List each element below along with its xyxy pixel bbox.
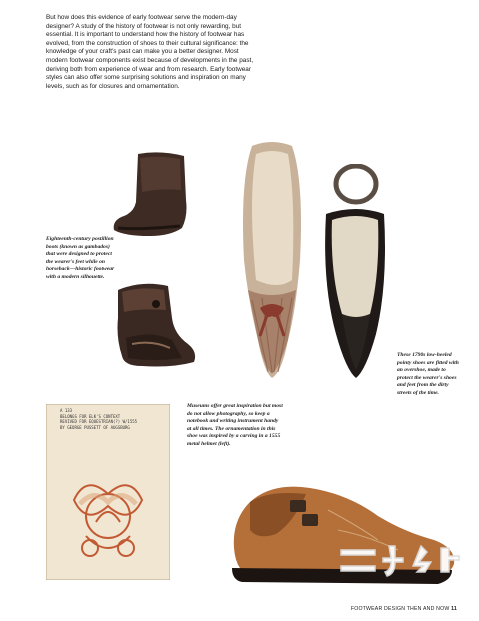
intro-paragraph: But how does this evidence of early footwear serve the modern-day designer? A study of the history of footwear is not only rewarding, but essential. It is important to understand how the history of footwear has evolved, from the construction of shoes to their cultural significance: the knowledge of your craft's past can make you a better designer. Most modern footwear components exist because of developments in the past, deriving both from experience of wear and from research. Early footwear styles can also offer some surprising solutions and inspiration on many levels, such as for closures and ornamentation. xyxy=(46,14,254,90)
page-footer xyxy=(351,606,457,612)
postillion-boot-upper-image xyxy=(110,150,195,240)
watermark-logo xyxy=(337,538,467,580)
museum-caption: Museums offer great inspiration but most do not allow photography, so keep a notebook and writing instrument handy at all times. The ornamentation in this shoe was inspired by a carving in a 1555 metal helmet (left). xyxy=(187,403,283,447)
sketch-note: BY GEORGE PUSSETT OF AUGSBURG xyxy=(60,424,130,430)
sketch-notes xyxy=(60,408,170,430)
striped-silk-shoe-image xyxy=(238,140,306,380)
sketch-note: BELONGS FOR ELK'S CONTEXT xyxy=(60,413,121,419)
footer-title: FOOTWEAR DESIGN THEN AND NOW xyxy=(350,606,450,612)
postillion-boots-caption: Eighteenth-century postillion boots (known as gambados) that were designed to protect the wearer's feet while on horseback—historic footwear with a modern silhouette. xyxy=(46,236,115,280)
sketch-note: REVIVED FOR EQUESTRIAN(?) W/1555 xyxy=(60,419,138,425)
notebook-sketch-image xyxy=(46,404,170,580)
overshoe-image xyxy=(318,164,392,380)
sketch-note: A 133 xyxy=(60,408,73,413)
overshoe-caption: These 1790s low-heeled pointy shoes are fitted with an overshoe, made to protect the wearer's shoes and feet from the dirty streets of the time. xyxy=(397,352,459,396)
page-number: 11 xyxy=(451,606,457,612)
postillion-boot-lower-image xyxy=(112,278,200,370)
